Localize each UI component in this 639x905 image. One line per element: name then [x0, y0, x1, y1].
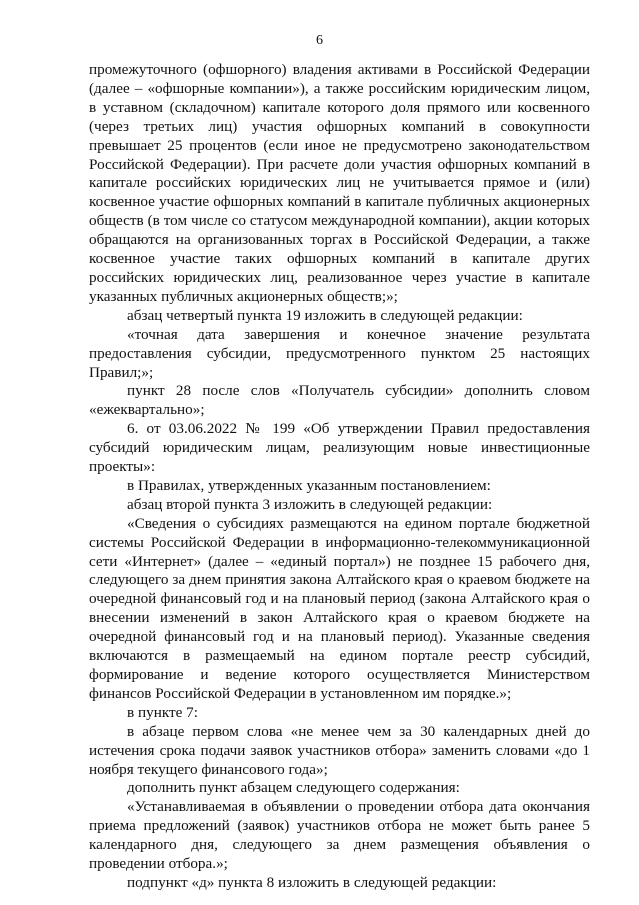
document-body: [89, 61, 590, 893]
paragraph-p7-add-intro: дополнить пункт абзацем следующего содержания:: [127, 779, 460, 797]
paragraph-p3-intro: абзац второй пункта 3 изложить в следующей редакции:: [127, 495, 493, 513]
paragraph-p7-intro: в пункте 7:: [127, 703, 198, 721]
paragraph-p19-intro: абзац четвертый пункта 19 изложить в следующей редакции:: [127, 306, 523, 324]
paragraph-p8-intro: подпункт «д» пункта 8 изложить в следующей редакции:: [127, 873, 497, 891]
paragraph-offshore-definition: промежуточного (офшорного) владения активами в Российской Федерации (далее – «офшорные компании»), а также российским юридическим лицом, в уставном (складочном) капитале которого доля прямого или косвенного (через третьих лиц) участия офшорных компаний в совокупности превышает 25 процентов (если иное не предусмотрено законодательством Российской Федерации). При расчете доли участия офшорных компаний в капитале российских юридических лиц не учитывается прямое и (или) косвенное участие офшорных компаний в капитале публичных акционерных обществ (в том числе со статусом международной компании), акции которых обращаются на организованных торгах в Российской Федерации, а также косвенное участие таких офшорных компаний в капитале других российских юридических лиц, реализованное через участие в капитале указанных публичных акционерных обществ;»;: [89, 61, 590, 305]
paragraph-p7-add-text: «Устанавливаемая в объявлении о проведении отбора дата окончания приема предложений (заявок) участников отбора не может быть ранее 5 календарного дня, следующего за днем размещения объявления о проведении отбора.»;: [89, 798, 590, 873]
paragraph-p7-first: в абзаце первом слова «не менее чем за 30 календарных дней до истечения срока подачи заявок участников отбора» заменить словами «до 1 ноября текущего финансового года»;: [89, 722, 590, 778]
paragraph-item-6: 6. от 03.06.2022 № 199 «Об утверждении Правил предоставления субсидий юридическим лицам, реализующим новые инвестиционные проекты»:: [89, 420, 590, 476]
paragraph-p3-text: «Сведения о субсидиях размещаются на едином портале бюджетной системы Российской Федерации в информационно-телекоммуникационной сети «Интернет» (далее – «единый портал») не позднее 15 рабочего дня, следующего за днем принятия закона Алтайского края о краевом бюджете на очередной финансовый год и на плановый период (закона Алтайского края о внесении изменений в закон Алтайского края о краевом бюджете на очередной финансовый год и на плановый период). Указанные сведения включаются в размещаемый на едином портале реестр субсидий, формирование и ведение которого осуществляется Министерством финансов Российской Федерации в установленном им порядке.»;: [89, 514, 590, 702]
paragraph-p19-text: «точная дата завершения и конечное значение результата предоставления субсидии, предусмотренного пунктом 25 настоящих Правил;»;: [89, 325, 590, 381]
paragraph-rules-intro: в Правилах, утвержденных указанным постановлением:: [127, 476, 491, 494]
paragraph-p28: пункт 28 после слов «Получатель субсидии» дополнить словом «ежеквартально»;: [89, 382, 590, 419]
page-number: 6: [316, 33, 323, 48]
